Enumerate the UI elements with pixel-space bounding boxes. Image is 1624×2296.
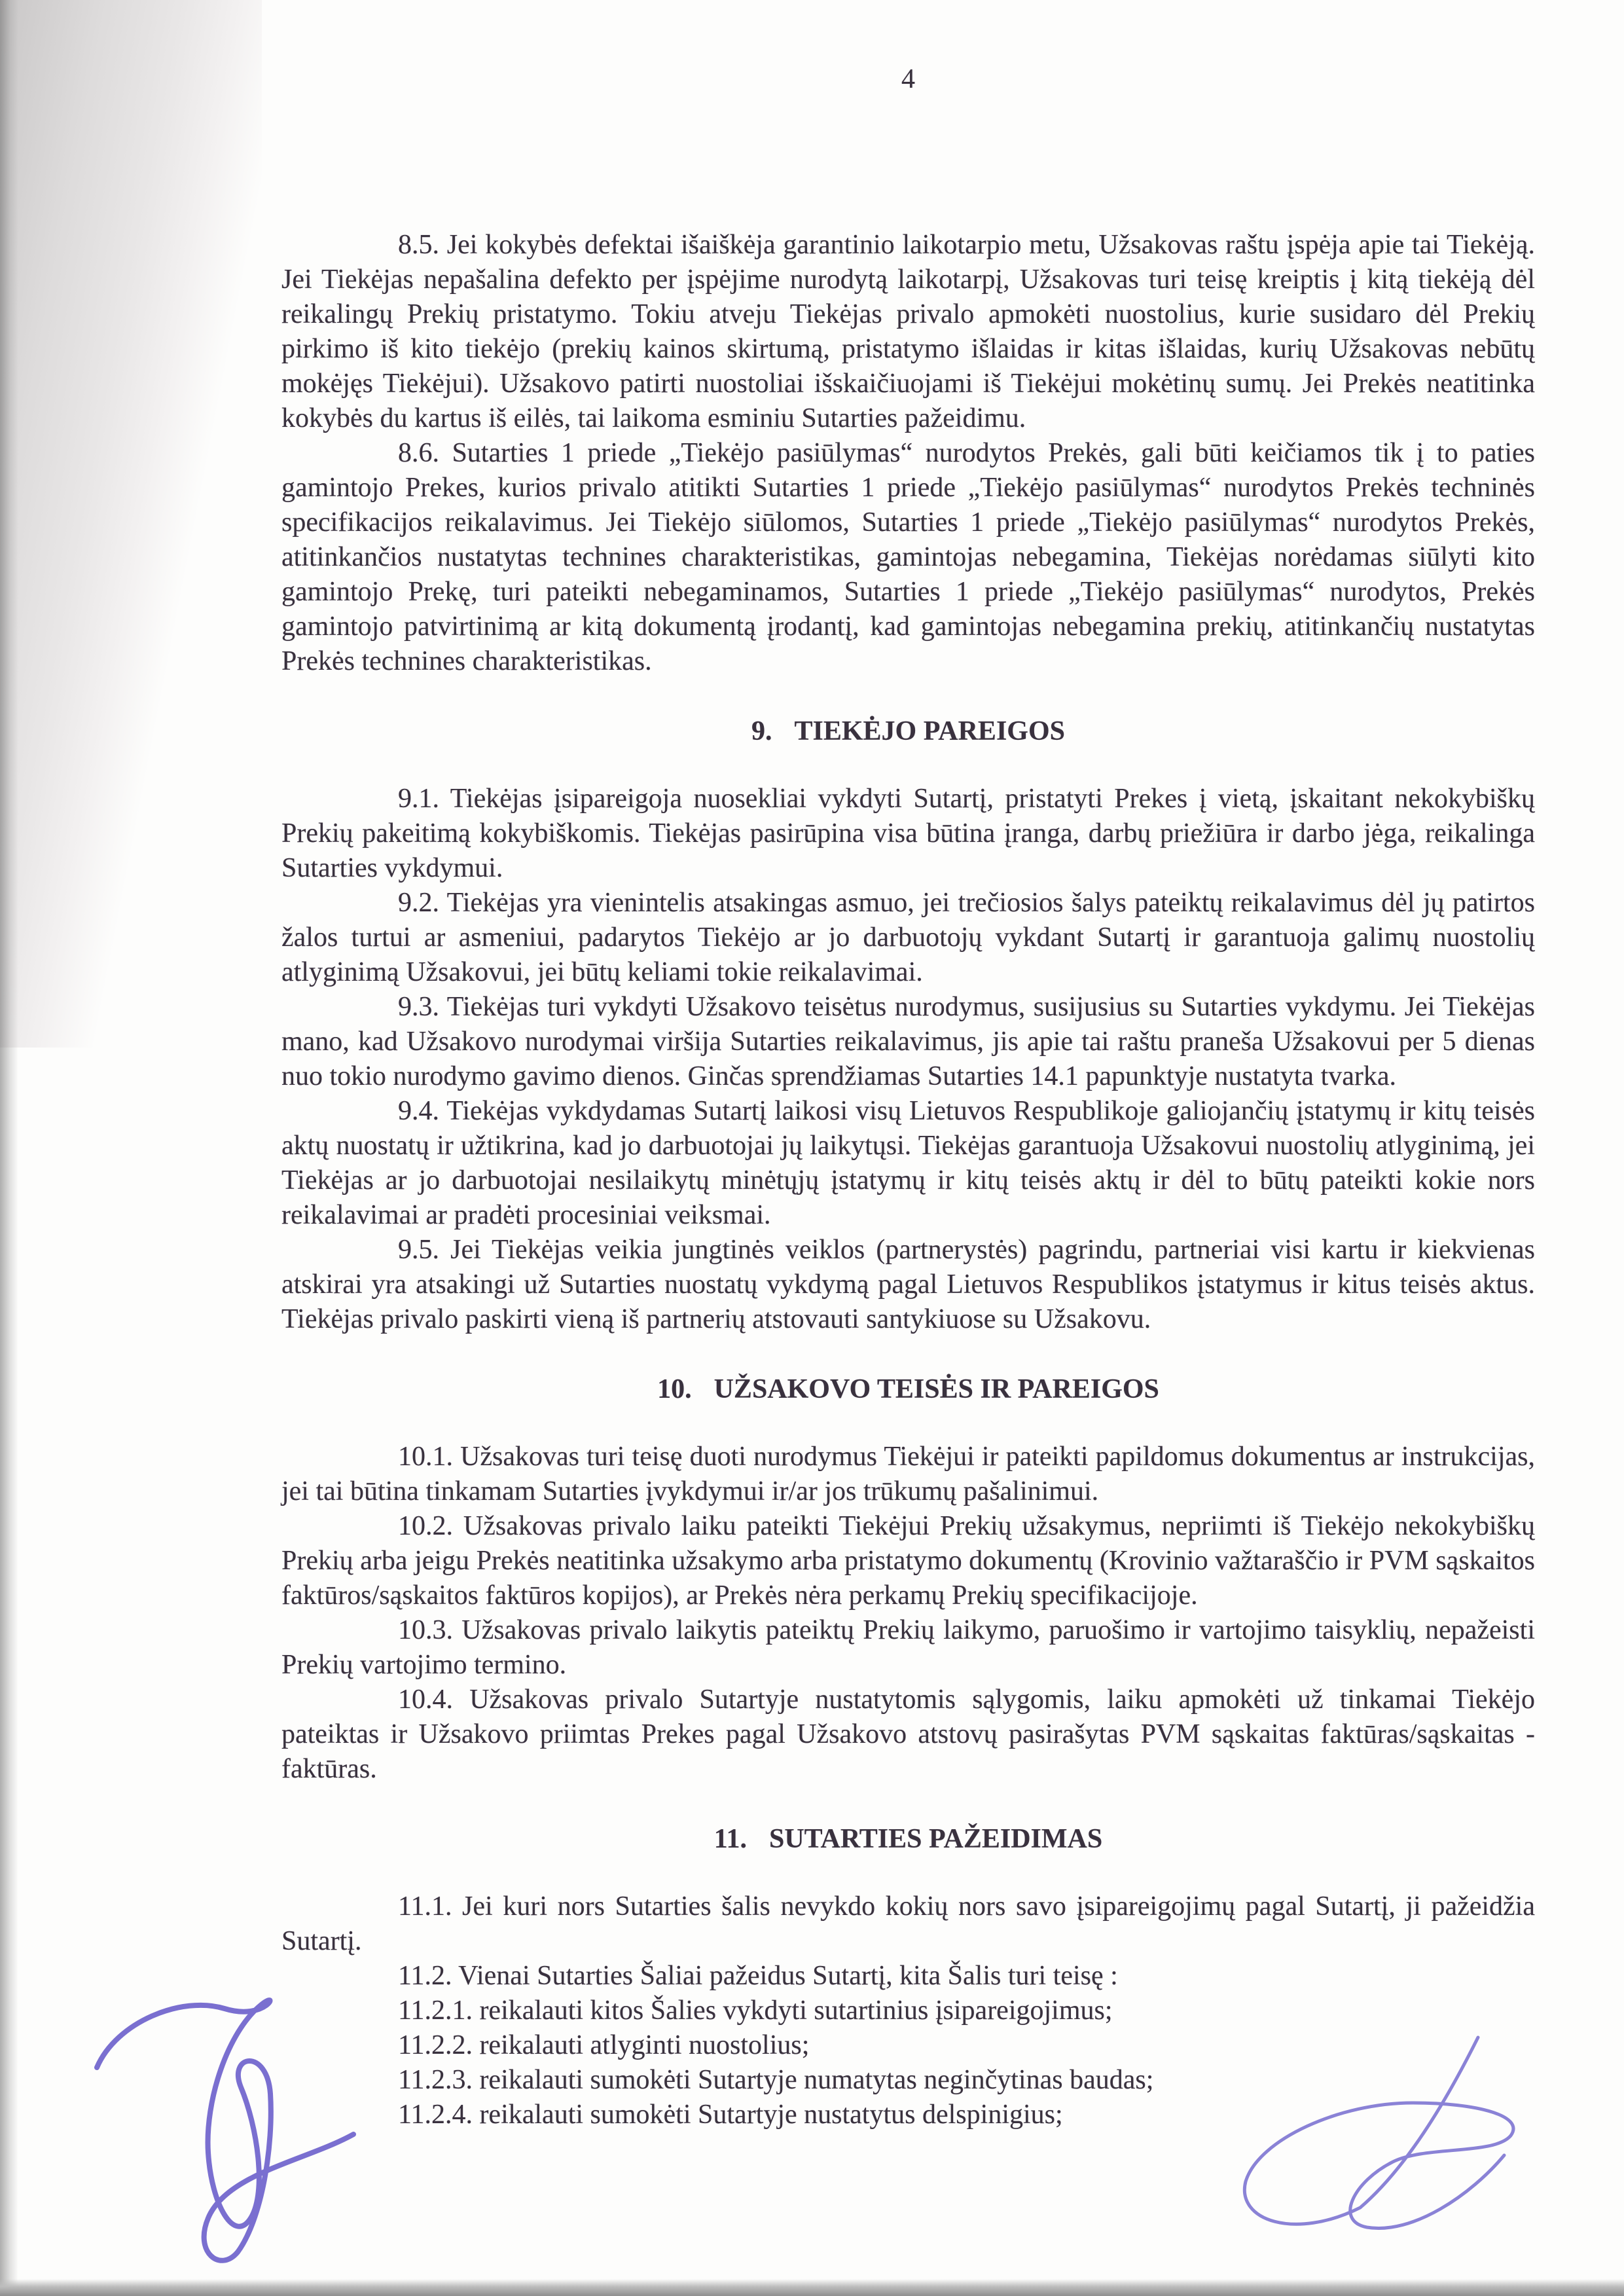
section-heading-10	[281, 1372, 1535, 1407]
paragraph-10-2: 10.2. Užsakovas privalo laiku pateikti Tiekėjui Prekių užsakymus, nepriimti iš Tiekėjo nekokybiškų Prekių arba jeigu Prekės neatitinka užsakymo arba pristatymo dokumentų (Krovinio važtaraščio ir PVM sąskaitos faktūros/sąskaitos faktūros kopijos), ar Prekės nėra perkamų Prekių specifikacijoje.	[281, 1511, 1535, 1611]
paragraph-9-1: 9.1. Tiekėjas įsipareigoja nuosekliai vykdyti Sutartį, pristatyti Prekes į vietą, įskaitant nekokybiškų Prekių pakeitimą kokybiškomis. Tiekėjas pasirūpina visa būtina įranga, darbų priežiūra ir darbo jėga, reikalinga Sutarties vykdymui.	[281, 784, 1535, 883]
paragraph-8-5: 8.5. Jei kokybės defektai išaiškėja garantinio laikotarpio metu, Užsakovas raštu įspėja apie tai Tiekėją. Jei Tiekėjas nepašalina defekto per įspėjime nurodytą laikotarpį, Užsakovas turi teisę kreiptis į kitą tiekėją dėl reikalingų Prekių pristatymo. Tokiu atveju Tiekėjas privalo apmokėti nuostolius, kurie susidaro dėl Prekių pirkimo iš kito tiekėjo (prekių kainos skirtumą, pristatymo išlaidas ir kitas išlaidas, kurių Užsakovas nebūtų mokėjęs Tiekėjui). Užsakovo patirti nuostoliai išskaičiuojami iš Tiekėjui mokėtinų sumų. Jei Prekės neatitinka kokybės du kartus iš eilės, tai laikoma esminiu Sutarties pažeidimu.	[281, 230, 1535, 433]
paragraph-9-5: 9.5. Jei Tiekėjas veikia jungtinės veiklos (partnerystės) pagrindu, partneriai visi kartu ir kiekvienas atskirai yra atsakingi už Sutarties nuostatų vykdymą pagal Lietuvos Respublikos įstatymus ir kitus teisės aktus. Tiekėjas privalo paskirti vieną iš partnerių atstovauti santykiuose su Užsakovu.	[281, 1235, 1535, 1334]
scan-corner-shadow	[0, 0, 262, 1048]
paragraph-10-3: 10.3. Užsakovas privalo laikytis pateiktų Prekių laikymo, paruošimo ir vartojimo taisyklių, nepažeisti Prekių vartojimo termino.	[281, 1615, 1535, 1680]
paragraph-10-4: 10.4. Užsakovas privalo Sutartyje nustatytomis sąlygomis, laiku apmokėti už tinkamai Tiekėjo pateiktas ir Užsakovo priimtas Prekes pagal Užsakovo atstovų pasirašytas PVM sąskaitas faktūras/sąskaitas - faktūras.	[281, 1685, 1535, 1784]
scan-left-edge-shadow	[0, 0, 18, 2296]
paragraph-9-4: 9.4. Tiekėjas vykdydamas Sutartį laikosi visų Lietuvos Respublikoje galiojančių įstatymų ir kitų teisės aktų nuostatų ir užtikrina, kad jo darbuotojai jų laikytųsi. Tiekėjas garantuoja Užsakovui nuostolių atlyginimą, jei Tiekėjas ar jo darbuotojai nesilaikytų minėtųjų įstatymų ir kitų teisės aktų ir dėl to būtų pateikti kokie nors reikalavimai ar pradėti procesiniai veiksmai.	[281, 1096, 1535, 1230]
section-number: 10.	[657, 1374, 692, 1404]
paragraph-11-2-3: 11.2.3. reikalauti sumokėti Sutartyje numatytas neginčytinas baudas;	[398, 2065, 1154, 2095]
paragraph-11-2-1: 11.2.1. reikalauti kitos Šalies vykdyti sutartinius įsipareigojimus;	[398, 1995, 1113, 2026]
paragraph-8-6: 8.6. Sutarties 1 priede „Tiekėjo pasiūlymas“ nurodytos Prekės, gali būti keičiamos tik į to paties gamintojo Prekes, kurios privalo atitikti Sutarties 1 priede „Tiekėjo pasiūlymas“ nurodytos Prekės techninės specifikacijos reikalavimus. Jei Tiekėjo siūlomos, Sutarties 1 priede „Tiekėjo pasiūlymas“ nurodytos Prekės, atitinkančios nustatytas technines charakteristikas, gamintojas nebegamina, Tiekėjas norėdamas siūlyti kito gamintojo Prekę, turi pateikti nebegaminamos, Sutarties 1 priede „Tiekėjo pasiūlymas“ nurodytos, Prekės gamintojo patvirtinimą ar kitą dokumentą įrodantį, kad gamintojas nebegamina prekių, atitinkančių nustatytas Prekės technines charakteristikas.	[281, 438, 1535, 676]
document-body	[281, 62, 1535, 2132]
paragraph-11-2: 11.2. Vienai Sutarties Šaliai pažeidus Sutartį, kita Šalis turi teisę :	[398, 1961, 1118, 1991]
paragraph-11-1: 11.1. Jei kuri nors Sutarties šalis nevykdo kokių nors savo įsipareigojimų pagal Sutartį, ji pažeidžia Sutartį.	[281, 1891, 1535, 1956]
section-number: 9.	[751, 716, 772, 746]
section-title: TIEKĖJO PAREIGOS	[794, 716, 1065, 746]
section-title: SUTARTIES PAŽEIDIMAS	[768, 1824, 1103, 1854]
section-number: 11.	[713, 1824, 747, 1854]
section-title: UŽSAKOVO TEISĖS IR PAREIGOS	[713, 1374, 1159, 1404]
page-number: 4	[901, 64, 915, 94]
paragraph-9-3: 9.3. Tiekėjas turi vykdyti Užsakovo teisėtus nurodymus, susijusius su Sutarties vykdymu. Jei Tiekėjas mano, kad Užsakovo nurodymai viršija Sutarties reikalavimus, jis apie tai raštu praneša Užsakovui per 5 dienas nuo tokio nurodymo gavimo dienos. Ginčas sprendžiamas Sutarties 14.1 papunktyje nustatyta tvarka.	[281, 992, 1535, 1091]
section-heading-9	[281, 714, 1535, 749]
section-heading-11	[281, 1822, 1535, 1857]
scan-bottom-edge-shadow	[0, 2279, 1624, 2296]
paragraph-10-1: 10.1. Užsakovas turi teisę duoti nurodymus Tiekėjui ir pateikti papildomus dokumentus ar instrukcijas, jei tai būtina tinkamam Sutarties įvykdymui ir/ar jos trūkumų pašalinimui.	[281, 1442, 1535, 1506]
paragraph-11-2-2: 11.2.2. reikalauti atlyginti nuostolius;	[398, 2030, 810, 2060]
handwritten-signature-right	[1197, 2024, 1537, 2234]
paragraph-11-2-4: 11.2.4. reikalauti sumokėti Sutartyje nustatytus delspinigius;	[398, 2100, 1063, 2130]
paragraph-9-2: 9.2. Tiekėjas yra vienintelis atsakingas asmuo, jei trečiosios šalys pateiktų reikalavimus dėl jų patirtos žalos turtui ar asmeniui, padarytos Tiekėjo ar jo darbuotojų vykdant Sutartį ir garantuoja galimų nuostolių atlyginimą Užsakovui, jei būtų keliami tokie reikalavimai.	[281, 888, 1535, 987]
handwritten-signature-left	[71, 1969, 372, 2277]
